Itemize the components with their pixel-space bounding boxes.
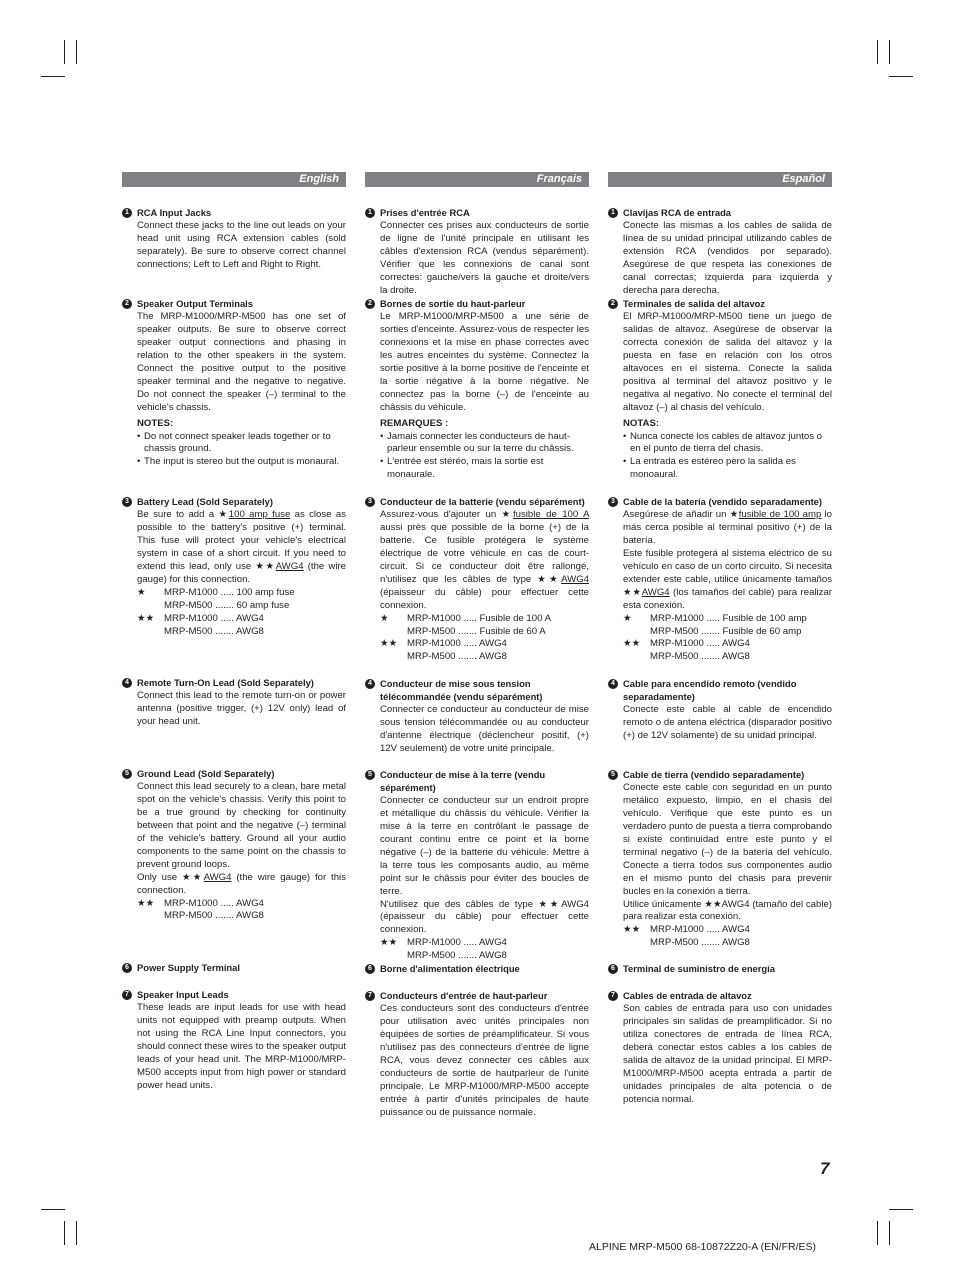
section-body: Este fusible protegerá al sistema eléctrico de su vehículo en caso de un corto circuito. Si necesita extender este cable, utilice únicamente tamaños ★★AWG4 (los tamaños del cable) para realizar esta conexión.: [623, 547, 832, 611]
section-body: Connecter ce conducteur sur un endroit propre et métallique du châssis du véhicule. Vérifier la mise à la terre en contrôlant le passage de courant continu entre ce point et la borne négative (–) de la batterie du véhicule. Mettre à la terre tous les composants audio, au même point sur le châssis pour éviter des boucles de terre.: [380, 794, 589, 897]
section-rca-input: [608, 207, 832, 298]
section-number-icon: 1: [122, 208, 132, 218]
section-body: Conecte las mismas a los cables de salida de línea de su unidad principal utilizando cables de extensión RCA (vendidos por separado). Asegúrese de que respeta las conexiones de canal correctas; izquierda para izquierda y derecha para derecha.: [623, 219, 832, 296]
language-header: English: [122, 172, 346, 187]
section-title: Remote Turn-On Lead (Sold Separately): [137, 677, 314, 688]
section-power-supply: [122, 962, 346, 975]
section-speaker-input: [122, 989, 346, 1093]
crop-mark: [889, 1209, 913, 1210]
crop-mark: [41, 76, 65, 77]
notes-label: NOTAS:: [623, 417, 660, 429]
section-ground-lead: [365, 769, 589, 963]
section-ground-lead: [122, 768, 346, 923]
section-body: Le MRP-M1000/MRP-M500 a une série de sorties d'enceinte. Assurez-vous de respecter les connexions et la mise en phase correctes avec les autres enceintes du système. Connectez la sortie positive à la borne positive de l'enceinte et la sortie négative à la borne négative. Ne connectez pas la borne (–) de l'enceinte au châssis du véhicule.: [380, 310, 589, 413]
section-body: Connecter ce conducteur au conducteur de mise sous tension télécommandée ou au conducteur d'antenne électrique (déclencheur positif, (+) 12V seulement) de votre unité principale.: [380, 703, 589, 754]
crop-mark: [877, 1221, 878, 1245]
footer-model-code: ALPINE MRP-M500 68-10872Z20-A (EN/FR/ES): [589, 1241, 817, 1253]
section-number-icon: 2: [365, 299, 375, 309]
section-title: Ground Lead (Sold Separately): [137, 768, 275, 779]
section-body: Son cables de entrada para uso con unidades principales sin salidas de preamplificador. Si no utiliza conectores de entrada de línea RCA, deberá conectar estos cables a los cables de salida de altavoz de la unidad principal. El MRP-M1000/MRP-M500 acepta entrada a partir de unidades principales de alta potencia o de potencia normal.: [623, 1002, 832, 1105]
section-title: Speaker Output Terminals: [137, 298, 254, 309]
section-title: Battery Lead (Sold Separately): [137, 496, 273, 507]
section-title: Clavijas RCA de entrada: [623, 207, 732, 218]
notes-list: [380, 431, 589, 483]
section-title: Bornes de sortie du haut-parleur: [380, 298, 526, 309]
section-speaker-input: [608, 990, 832, 1107]
section-number-icon: 5: [365, 770, 375, 780]
section-body: The MRP-M1000/MRP-M500 has one set of speaker outputs. Be sure to observe correct speaker output connections and phasing in relation to the other speakers in the system. Connect the positive output to the positive speaker terminal and the negative to negative. Do not connect the speaker (–) terminal to the vehicle's chassis.: [137, 310, 346, 413]
section-speaker-input: [365, 990, 589, 1120]
column-english: [122, 172, 347, 1091]
note-item: • The input is stereo but the output is monaural.: [137, 456, 346, 469]
section-number-icon: 6: [608, 964, 618, 974]
section-title: Terminales de salida del altavoz: [623, 298, 766, 309]
spec-table: ★ MRP-M1000 ..... Fusible de 100 amp MRP-M500 ....... Fusible de 60 amp ★★ MRP-M1000 ..... AWG4 MRP-M500 ....... AWG8: [623, 612, 807, 663]
section-body: Connect these jacks to the line out leads on your head unit using RCA extension cables (sold separately). Be sure to observe correct channel connections; Left to Left and Right to Right.: [137, 219, 346, 270]
section-battery-lead: [122, 496, 346, 638]
crop-mark: [889, 40, 890, 64]
section-number-icon: 1: [608, 208, 618, 218]
section-body: N'utilisez que des câbles de type ★★AWG4 (épaisseur du câble) pour effectuer cette connexion.: [380, 898, 589, 936]
section-power-supply: [608, 963, 832, 976]
note-item: • L'entrée est stéréo, mais la sortie est monaurale.: [380, 456, 589, 482]
section-body: Utilice únicamente ★★AWG4 (tamaño del cable) para realizar esta conexión.: [623, 898, 832, 923]
notes-label: REMARQUES :: [380, 417, 449, 429]
spec-table: ★★ MRP-M1000 ..... AWG4 MRP-M500 ....... AWG8: [137, 897, 264, 922]
section-rca-input: [122, 207, 346, 272]
crop-mark: [76, 40, 77, 64]
section-title: Conducteur de la batterie (vendu séparément): [380, 496, 585, 507]
note-item: • Do not connect speaker leads together or to chassis ground.: [137, 431, 346, 457]
crop-mark: [64, 1221, 65, 1245]
section-body: Ces conducteurs sont des conducteurs d'entrée pour utilisation avec unités principales non équipées de sorties de préamplificateur. Si vous n'utilisez pas des connecteurs d'entrée de ligne RCA, vous devez connecter ces câbles aux conducteurs de sortie de hautparleur de l'unité principale. Le MRP-M1000/MRP-M500 accepte entrée à partir d'unités principales de haute puissance ou de puissance normale.: [380, 1002, 589, 1118]
section-body: Conecte este cable al cable de encendido remoto o de antena eléctrica (disparador positivo (+) de 12V solamente) de su unidad principal.: [623, 703, 832, 741]
spec-table: ★ MRP-M1000 ..... 100 amp fuse MRP-M500 ....... 60 amp fuse ★★ MRP-M1000 ..... AWG4 MRP-M500 ....... AWG8: [137, 586, 295, 637]
section-number-icon: 3: [365, 497, 375, 507]
section-title: Borne d'alimentation électrique: [380, 963, 520, 974]
section-body: Only use ★★AWG4 (the wire gauge) for this connection.: [137, 871, 346, 896]
section-power-supply: [365, 963, 589, 976]
section-remote-lead: [122, 677, 346, 729]
section-title: RCA Input Jacks: [137, 207, 212, 218]
section-body: Asegúrese de añadir un ★fusible de 100 amp lo más cerca posible al terminal positivo (+) de la batería.: [623, 508, 832, 546]
section-title: Power Supply Terminal: [137, 962, 240, 973]
section-body: Connecter ces prises aux conducteurs de sortie de ligne de l'unité principale en utilisant les câbles d'extension RCA (vendus séparément). Vérifier que les connexions de canal sont correctes: gauche/vers la gauche et droite/vers la droite.: [380, 219, 589, 296]
note-item: • La entrada es estéreo pero la salida es monoaural.: [623, 456, 832, 482]
section-remote-lead: [608, 678, 832, 743]
section-title: Cable de tierra (vendido separadamente): [623, 769, 805, 780]
section-number-icon: 6: [122, 963, 132, 973]
section-title: Conducteur de mise sous tension télécommandée (vendu séparément): [380, 678, 543, 702]
language-header: Français: [365, 172, 589, 187]
section-title: Prises d'entrée RCA: [380, 207, 470, 218]
section-body: Be sure to add a ★100 amp fuse as close as possible to the battery's positive (+) terminal. This fuse will protect your vehicle's electrical system in case of a short circuit. If you need to extend this lead, only use ★★AWG4 (the wire gauge) for this connection.: [137, 508, 347, 585]
column-french: [365, 172, 589, 1118]
section-ground-lead: [608, 769, 832, 950]
section-title: Cable de la batería (vendido separadamente): [623, 496, 823, 507]
section-number-icon: 4: [608, 679, 618, 689]
section-speaker-output: [365, 298, 589, 482]
section-body: Assurez-vous d'ajouter un ★fusible de 100 A aussi près que possible de la borne (+) de la batterie. Ce fusible protégera le système électrique de votre véhicule en cas de court-circuit. Si ce conducteur doit être rallongé, n'utilisez que les câbles de type ★★AWG4 (épaisseur du câble) pour effectuer cette connexion.: [380, 508, 589, 611]
section-speaker-output: [608, 298, 832, 482]
crop-mark: [76, 1221, 77, 1245]
spec-table: ★★ MRP-M1000 ..... AWG4 MRP-M500 ....... AWG8: [380, 937, 507, 962]
column-spanish: [608, 172, 832, 1105]
section-number-icon: 5: [608, 770, 618, 780]
section-number-icon: 4: [365, 679, 375, 689]
note-item: • Nunca conecte los cables de altavoz juntos o en el punto de tierra del chasis.: [623, 431, 832, 457]
section-body: Connect this lead securely to a clean, bare metal spot on the vehicle's chassis. Verify this point to be a true ground by checking for continuity between that point and the negative (–) terminal of the vehicle's battery. Ground all your audio components to the same point on the chassis to prevent ground loops.: [137, 780, 346, 870]
spec-table: ★★ MRP-M1000 ..... AWG4 MRP-M500 ....... AWG8: [623, 924, 750, 949]
section-battery-lead: [365, 496, 589, 664]
section-title: Speaker Input Leads: [137, 989, 229, 1000]
section-title: Conducteur de mise à la terre (vendu séparément): [380, 769, 546, 793]
section-title: Terminal de suministro de energía: [623, 963, 775, 974]
crop-mark: [41, 1209, 65, 1210]
crop-mark: [64, 40, 65, 64]
section-number-icon: 1: [365, 208, 375, 218]
section-title: Conducteurs d'entrée de haut-parleur: [380, 990, 548, 1001]
section-title: Cable para encendido remoto (vendido separadamente): [623, 678, 797, 702]
notes-label: NOTES:: [137, 417, 174, 429]
section-number-icon: 4: [122, 678, 132, 688]
note-item: • Jamais connecter les conducteurs de haut-parleur ensemble ou sur la terre du châssis.: [380, 431, 589, 457]
section-speaker-output: [122, 298, 346, 469]
crop-mark: [877, 40, 878, 64]
section-body: Connect this lead to the remote turn-on or power antenna (positive trigger, (+) 12V only) lead of your head unit.: [137, 689, 346, 727]
section-number-icon: 3: [122, 497, 132, 507]
section-body: These leads are input leads for use with head units not equipped with preamp outputs. When not using the RCA Line Input connectors, you should connect these wires to the speaker output leads of your head unit. The MRP-M1000/MRP-M500 accepts input from high power or standard power head units.: [137, 1001, 346, 1091]
section-number-icon: 6: [365, 964, 375, 974]
section-number-icon: 7: [608, 991, 618, 1001]
section-number-icon: 3: [608, 497, 618, 507]
notes-list: [623, 431, 832, 483]
section-battery-lead: [608, 496, 832, 664]
section-number-icon: 2: [122, 299, 132, 309]
section-body: Conecte este cable con seguridad en un punto metálico expuesto, limpio, en el chasis del vehículo. Verifique que este punto es un verdadero punto de puesta a tierra comprobando si existe continuidad entre este punto y el terminal negativo (–) de la batería del vehículo. Conecte a tierra todos sus componentes audio en el mismo punto del chasis para prevenir bucles en la conexión a tierra.: [623, 781, 832, 897]
language-header: Español: [608, 172, 832, 187]
section-number-icon: 5: [122, 769, 132, 779]
section-remote-lead: [365, 678, 589, 756]
section-number-icon: 7: [365, 991, 375, 1001]
section-title: Cables de entrada de altavoz: [623, 990, 752, 1001]
section-body: El MRP-M1000/MRP-M500 tiene un juego de salidas de altavoz. Asegúrese de observar la correcta conexión de salida del altavoz y la puesta en fase en relación con los otros altavoces en el sistema. Conecte la salida positiva al terminal del altavoz positivo y le negativa al negativo. No conecte el terminal del altavoz (–) al chasis del vehículo.: [623, 310, 832, 413]
page-number: 7: [820, 1159, 830, 1178]
notes-list: [137, 431, 346, 470]
section-rca-input: [365, 207, 589, 298]
section-number-icon: 2: [608, 299, 618, 309]
crop-mark: [889, 76, 913, 77]
spec-table: ★ MRP-M1000 ..... Fusible de 100 A MRP-M500 ....... Fusible de 60 A ★★ MRP-M1000 ..... AWG4 MRP-M500 ....... AWG8: [380, 612, 551, 663]
section-number-icon: 7: [122, 990, 132, 1000]
crop-mark: [889, 1221, 890, 1245]
